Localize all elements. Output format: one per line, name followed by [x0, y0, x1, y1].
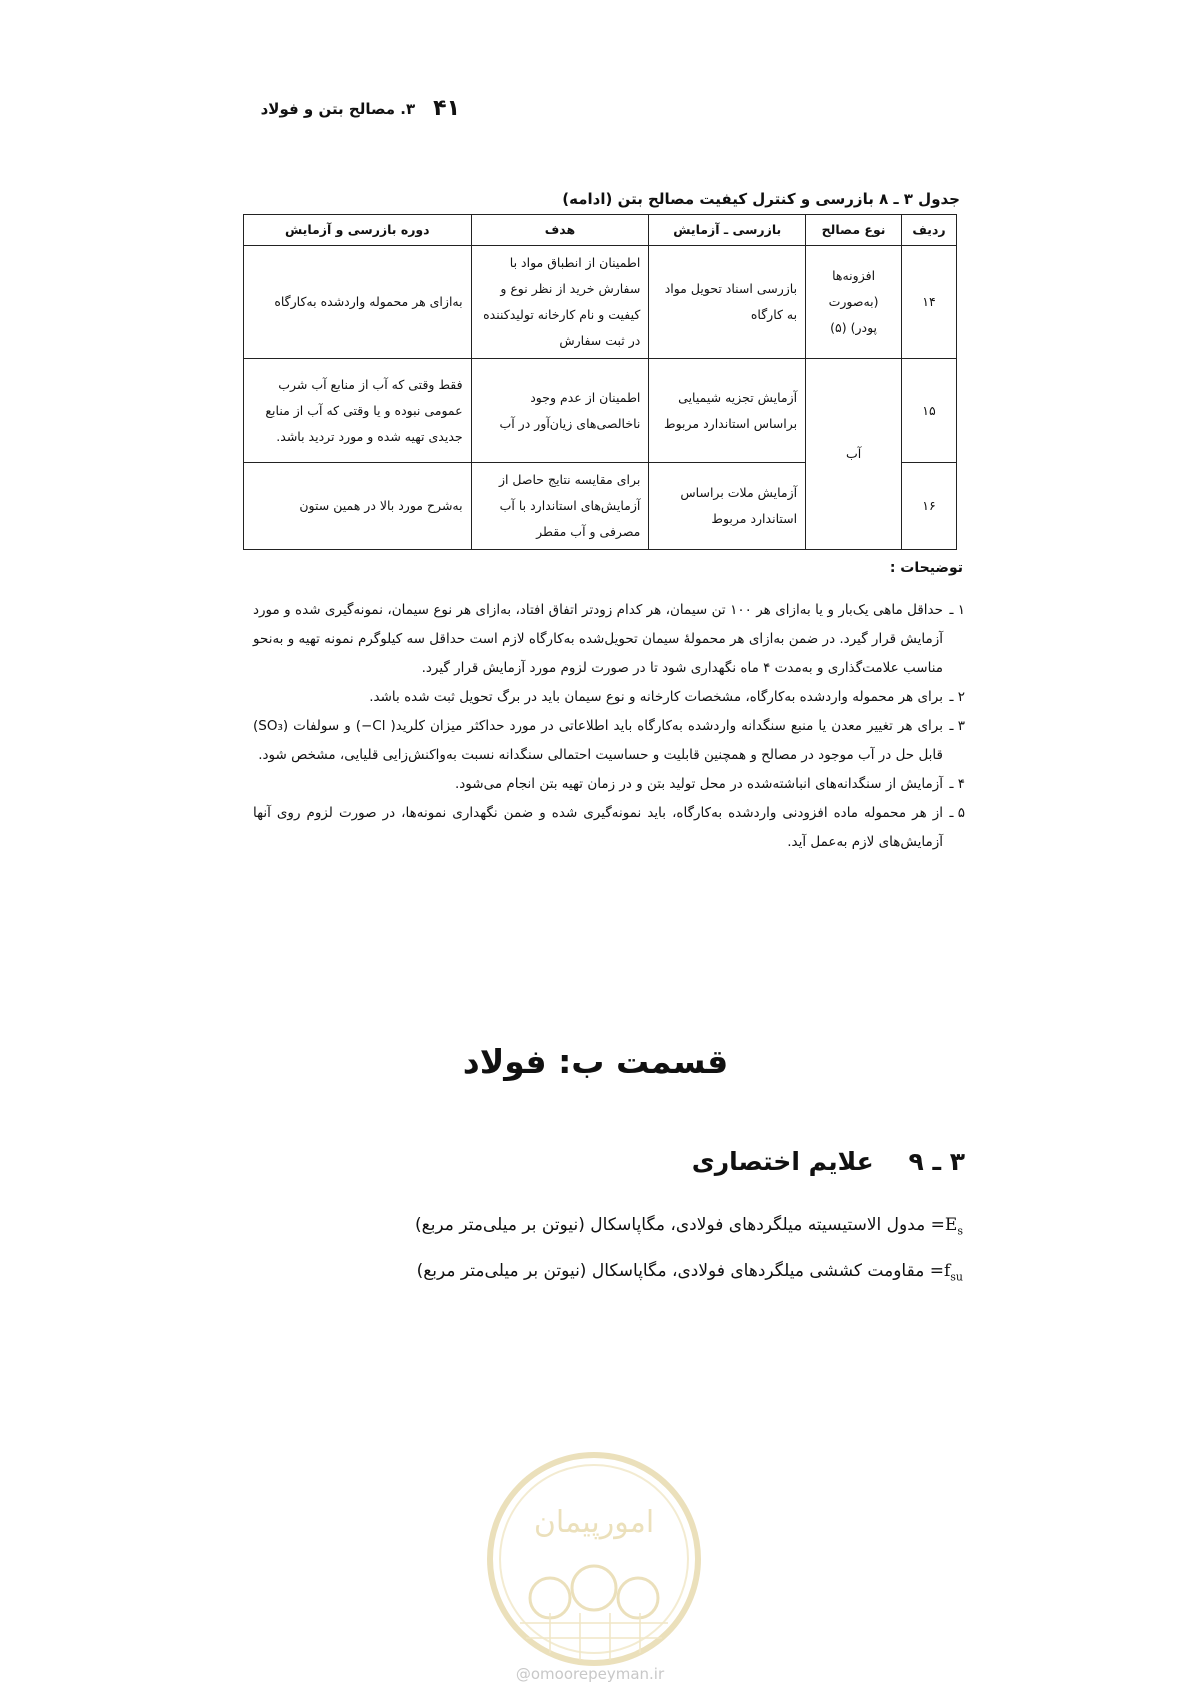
note-number: ۲ ـ: [949, 689, 965, 705]
note-text: آزمایش از سنگدانه‌های انباشته‌شده در محل تولید بتن و در زمان تهیه بتن انجام می‌شود.: [455, 776, 943, 792]
table-header-row: [244, 215, 957, 246]
chapter-title: ۳. مصالح بتن و فولاد: [260, 99, 416, 118]
cell-period: به‌ازای هر محموله وارد‌شده به‌کارگاه: [244, 246, 472, 359]
symbol-variable: E: [944, 1215, 958, 1235]
table-caption: جدول ۳ ـ ۸ بازرسی و کنترل کیفیت مصالح بتن (ادامه): [562, 190, 960, 208]
subsection-heading: [692, 1147, 965, 1176]
cell-material: آب: [806, 359, 902, 550]
symbol-definition: = مقاومت کششی میلگردهای فولادی، مگاپاسکال (نیوتن بر میلی‌متر مربع): [416, 1261, 944, 1282]
watermark-logo: [480, 1448, 708, 1670]
note-item: [253, 799, 965, 857]
note-number: ۱ ـ: [949, 602, 965, 618]
note-number: ۵ ـ: [949, 805, 965, 821]
cell-purpose: اطمینان از انطباق مواد با سفارش خرید از نظر نوع و کیفیت و نام کارخانه تولیدکننده در ثبت سفارش: [471, 246, 649, 359]
note-number: ۳ ـ: [949, 718, 965, 734]
header-inspection-test: بازرسی ـ آزمایش: [649, 215, 806, 246]
note-text: برای هر محموله وارد‌شده به‌کارگاه، مشخصات کارخانه و نوع سیمان باید در برگ تحویل ثبت شده باشد.: [369, 689, 943, 705]
cell-row-number: ۱۶: [902, 463, 957, 550]
section-title: قسمت ب: فولاد: [462, 1042, 729, 1081]
note-number: ۴ ـ: [949, 776, 965, 792]
page-number: ۴۱: [433, 96, 460, 121]
symbol-subscript: s: [957, 1224, 963, 1238]
note-text: حداقل ماهی یک‌بار و یا به‌ازای هر ۱۰۰ تن سیمان، هر کدام زودتر اتفاق افتاد، به‌ازای هر نوع سیمان، نمونه‌گیری شده و مورد آزمایش قرار گیرد. در ضمن به‌ازای هر محمولهٔ سیمان تحویل‌شده به‌کارگاه لازم است حداقل سه کیلوگرم نمونه تهیه و به‌نحو مناسب علامت‌گذاری و به‌مدت ۴ ماه نگهداری شود تا در صورت لزوم مورد آزمایش قرار گیرد.: [253, 602, 943, 676]
watermark-url: @omoorepeyman.ir: [515, 1665, 665, 1683]
cell-purpose: اطمینان از عدم وجود ناخالصی‌های زیان‌آور در آب: [471, 359, 649, 463]
header-row-number: ردیف: [902, 215, 957, 246]
note-item: [253, 712, 965, 770]
cell-period: فقط وقتی که آب از منابع آب شرب عمومی نبوده و یا وقتی که آب از منابع جدیدی تهیه شده و مورد تردید باشد.: [244, 359, 472, 463]
quality-control-table: [243, 214, 957, 550]
note-item: [253, 596, 965, 683]
cell-inspection: آزمایش تجزیه شیمیایی براساس استاندارد مربوط: [649, 359, 806, 463]
note-item: [253, 770, 965, 799]
note-text: برای هر تغییر معدن یا منبع سنگدانه وارد‌شده به‌کارگاه باید اطلاعاتی در مورد حداکثر میزان کلرید( ‎−Cl) و سولفات (SO₃) قابل حل در آب موجود در مصالح و همچنین قابلیت و حساسیت احتمالی سنگدانه نسبت به‌واکنش‌زایی قلیایی، مشخص شود.: [253, 718, 943, 763]
cell-material: افزونه‌ها (به‌صورت پودر) (۵): [806, 246, 902, 359]
symbol-definitions: [415, 1205, 963, 1298]
subsection-title: علایم اختصاری: [691, 1147, 874, 1176]
symbol-variable: f: [943, 1261, 951, 1282]
cell-period: به‌شرح مورد بالا در همین ستون: [244, 463, 472, 550]
watermark-logo-text: امورپیمان: [533, 1505, 655, 1540]
note-item: [253, 683, 965, 712]
note-text: از هر محموله ماده افزودنی وارد‌شده به‌کارگاه، باید نمونه‌گیری شده و ضمن نگهداری نمونه‌ها، در صورت لزوم روی آنها آزمایش‌های لازم به‌عمل آید.: [253, 805, 943, 850]
cell-row-number: ۱۵: [902, 359, 957, 463]
running-header: [250, 96, 460, 121]
notes-list: [253, 596, 965, 857]
symbol-subscript: su: [950, 1270, 963, 1284]
cell-inspection: آزمایش ملات براساس استاندارد مربوط: [649, 463, 806, 550]
header-material-type: نوع مصالح: [806, 215, 902, 246]
header-purpose: هدف: [471, 215, 649, 246]
cell-inspection: بازرسی اسناد تحویل مواد به کارگاه: [649, 246, 806, 359]
notes-title: توضیحات :: [889, 560, 963, 576]
symbol-entry: [415, 1205, 963, 1251]
symbol-entry: [415, 1251, 963, 1297]
cell-row-number: ۱۴: [902, 246, 957, 359]
symbol-definition: = مدول الاستیسیته میلگردهای فولادی، مگاپاسکال (نیوتن بر میلی‌متر مربع): [415, 1215, 945, 1235]
table-row: [244, 359, 957, 463]
cell-purpose: برای مقایسه نتایج حاصل از آزمایش‌های استاندارد با آب مصرفی و آب مقطر: [471, 463, 649, 550]
subsection-number: ۳ ـ ۹: [908, 1147, 965, 1176]
table-row: [244, 246, 957, 359]
header-inspection-period: دوره بازرسی و آزمایش: [244, 215, 472, 246]
